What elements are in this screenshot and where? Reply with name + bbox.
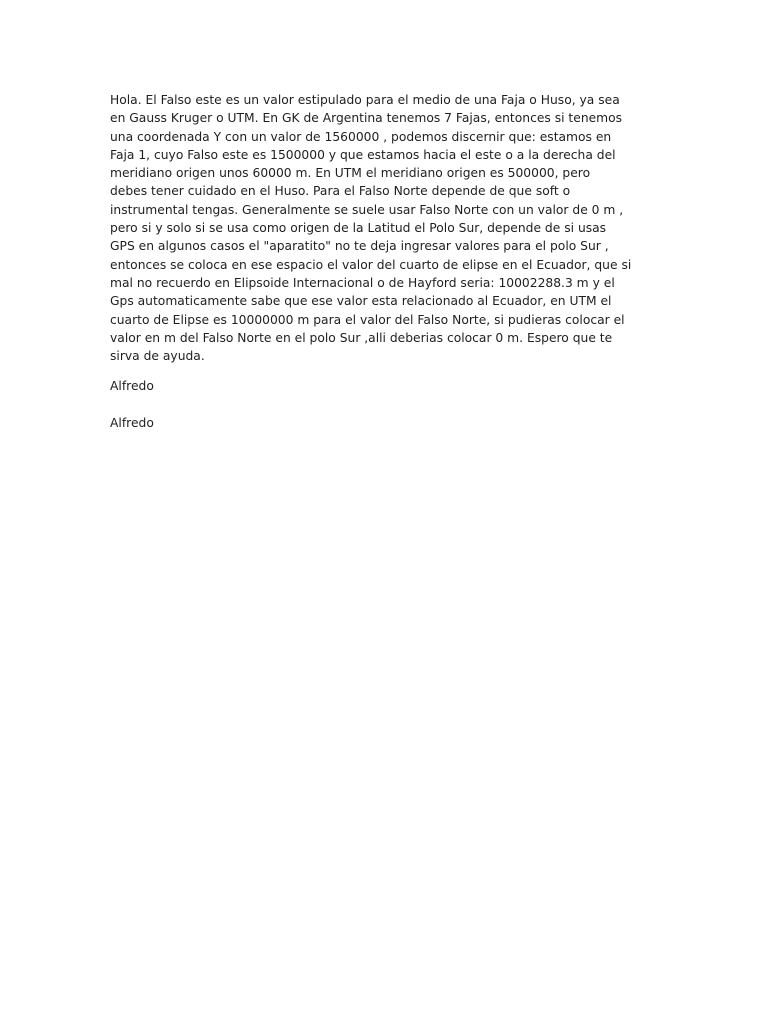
- body-line: Faja 1, cuyo Falso este es 1500000 y que estamos hacia el este o a la derecha del: [110, 147, 616, 162]
- message-body: [110, 91, 670, 365]
- body-line: debes tener cuidado en el Huso. Para el Falso Norte depende de que soft o: [110, 184, 571, 199]
- body-line: en Gauss Kruger o UTM. En GK de Argentina tenemos 7 Fajas, entonces si tenemos: [110, 111, 623, 126]
- body-line: mal no recuerdo en Elipsoide Internacional o de Hayford seria: 10002288.3 m y el: [110, 275, 615, 290]
- body-line: Gps automaticamente sabe que ese valor esta relacionado al Ecuador, en UTM el: [110, 294, 612, 309]
- body-line: una coordenada Y con un valor de 1560000 , podemos discernir que: estamos en: [110, 129, 612, 144]
- body-line: valor en m del Falso Norte en el polo Sur ,alli deberias colocar 0 m. Espero que te: [110, 330, 613, 345]
- body-line: pero si y solo si se usa como origen de la Latitud el Polo Sur, depende de si usas: [110, 221, 607, 236]
- signature-name: Alfredo: [110, 416, 154, 430]
- body-line: instrumental tengas. Generalmente se suele usar Falso Norte con un valor de 0 m ,: [110, 202, 624, 217]
- body-line: entonces se coloca en ese espacio el valor del cuarto de elipse en el Ecuador, que si: [110, 257, 632, 272]
- signature-name: Alfredo: [110, 379, 154, 393]
- body-line: Hola. El Falso este es un valor estipulado para el medio de una Faja o Huso, ya sea: [110, 93, 620, 107]
- body-line: sirva de ayuda.: [110, 349, 205, 364]
- body-line: meridiano origen unos 60000 m. En UTM el meridiano origen es 500000, pero: [110, 166, 591, 181]
- body-line: GPS en algunos casos el "aparatito" no te deja ingresar valores para el polo Sur ,: [110, 239, 609, 254]
- body-line: cuarto de Elipse es 10000000 m para el valor del Falso Norte, si pudieras colocar el: [110, 312, 625, 327]
